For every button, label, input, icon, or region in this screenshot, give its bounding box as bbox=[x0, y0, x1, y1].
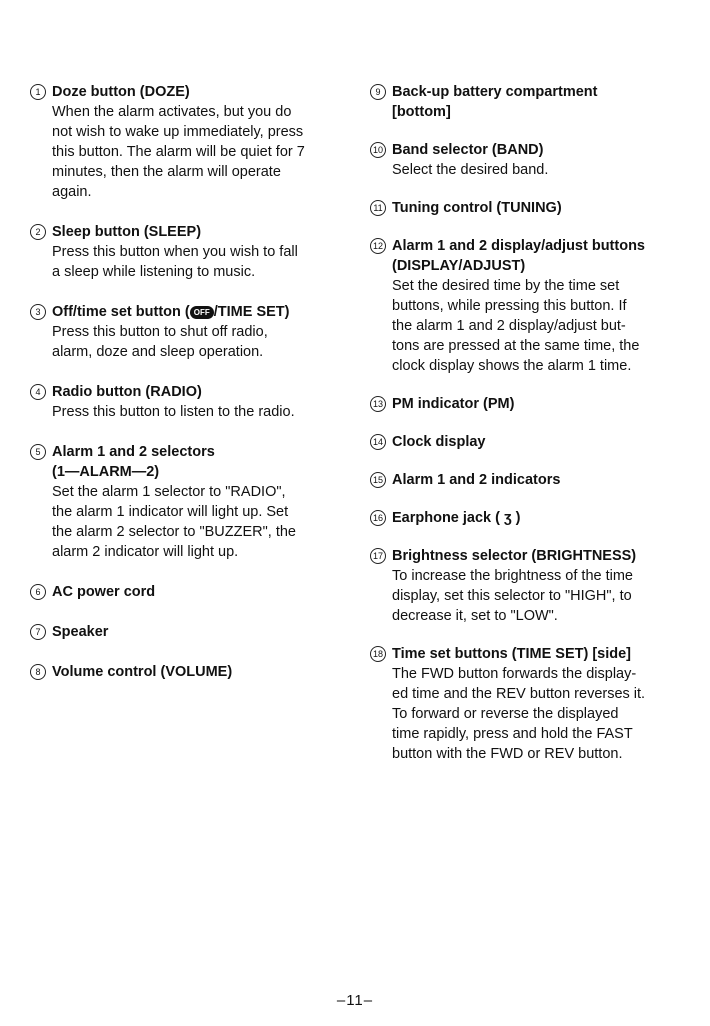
item-title: Alarm 1 and 2 selectors bbox=[52, 444, 215, 460]
item-number: 11 bbox=[370, 200, 386, 216]
item-sleep-button bbox=[30, 222, 340, 282]
item-clock-display bbox=[370, 432, 686, 452]
right-column bbox=[370, 82, 686, 782]
item-desc-line: display, set this selector to "HIGH", to bbox=[392, 588, 632, 604]
item-alarm-indicators bbox=[370, 470, 686, 490]
item-desc-line: To increase the brightness of the time bbox=[392, 568, 633, 584]
item-speaker bbox=[30, 622, 340, 642]
item-title: Time set buttons (TIME SET) [side] bbox=[392, 646, 631, 662]
item-desc-line: button with the FWD or REV button. bbox=[392, 746, 623, 762]
item-desc-line: alarm 2 indicator will light up. bbox=[52, 544, 239, 560]
item-title: AC power cord bbox=[52, 584, 156, 600]
left-column bbox=[30, 82, 340, 702]
item-title-line2: (1—ALARM—2) bbox=[52, 464, 160, 480]
item-title: Alarm 1 and 2 display/adjust buttons bbox=[392, 238, 645, 254]
item-band-selector bbox=[370, 140, 686, 180]
page-number: –11– bbox=[336, 992, 374, 1009]
item-desc-line: Set the alarm 1 selector to "RADIO", bbox=[52, 484, 286, 500]
title-part: /TIME SET) bbox=[213, 304, 290, 320]
item-off-time-set-button bbox=[30, 302, 340, 362]
item-title: Speaker bbox=[52, 624, 109, 640]
off-icon: OFF bbox=[190, 306, 214, 319]
item-number: 1 bbox=[30, 84, 46, 100]
item-desc-line: Press this button to shut off radio, bbox=[52, 324, 268, 340]
item-number: 7 bbox=[30, 624, 46, 640]
item-doze-button bbox=[30, 82, 340, 202]
item-title: Doze button (DOZE) bbox=[52, 84, 190, 100]
item-time-set-buttons bbox=[370, 644, 686, 764]
item-title-line2: (DISPLAY/ADJUST) bbox=[392, 258, 526, 274]
item-number: 9 bbox=[370, 84, 386, 100]
item-number: 2 bbox=[30, 224, 46, 240]
item-desc-line: a sleep while listening to music. bbox=[52, 264, 256, 280]
item-desc-line: time rapidly, press and hold the FAST bbox=[392, 726, 633, 742]
item-backup-battery bbox=[370, 82, 686, 122]
item-desc-line: again. bbox=[52, 184, 92, 200]
item-desc-line: the alarm 1 indicator will light up. Set bbox=[52, 504, 289, 520]
item-number: 3 bbox=[30, 304, 46, 320]
item-number: 8 bbox=[30, 664, 46, 680]
item-title: Brightness selector (BRIGHTNESS) bbox=[392, 548, 637, 564]
item-desc-line: not wish to wake up immediately, press bbox=[52, 124, 304, 140]
item-tuning-control bbox=[370, 198, 686, 218]
item-desc-line: the alarm 2 selector to "BUZZER", the bbox=[52, 524, 296, 540]
item-desc-line: Press this button to listen to the radio. bbox=[52, 404, 295, 420]
title-part: Off/time set button ( bbox=[52, 304, 190, 320]
item-title bbox=[52, 302, 340, 322]
item-number: 5 bbox=[30, 444, 46, 460]
item-title: Tuning control (TUNING) bbox=[392, 200, 562, 216]
item-desc-line: When the alarm activates, but you do bbox=[52, 104, 292, 120]
item-radio-button bbox=[30, 382, 340, 422]
item-desc-line: Set the desired time by the time set bbox=[392, 278, 620, 294]
item-title: Band selector (BAND) bbox=[392, 142, 544, 158]
item-number: 14 bbox=[370, 434, 386, 450]
item-desc-line: clock display shows the alarm 1 time. bbox=[392, 358, 632, 374]
item-desc-line: To forward or reverse the displayed bbox=[392, 706, 619, 722]
item-earphone-jack bbox=[370, 508, 686, 528]
item-title: PM indicator (PM) bbox=[392, 396, 515, 412]
item-desc-line: Press this button when you wish to fall bbox=[52, 244, 298, 260]
item-title-line2: [bottom] bbox=[392, 104, 451, 120]
item-desc-line: buttons, while pressing this button. If bbox=[392, 298, 627, 314]
item-number: 17 bbox=[370, 548, 386, 564]
item-title: Back-up battery compartment bbox=[392, 84, 598, 100]
item-desc-line: ed time and the REV button reverses it. bbox=[392, 686, 646, 702]
item-desc-line: decrease it, set to "LOW". bbox=[392, 608, 558, 624]
item-title: Radio button (RADIO) bbox=[52, 384, 202, 400]
item-desc-line: alarm, doze and sleep operation. bbox=[52, 344, 264, 360]
item-desc-line: Select the desired band. bbox=[392, 162, 549, 178]
item-volume-control bbox=[30, 662, 340, 682]
item-number: 4 bbox=[30, 384, 46, 400]
item-desc-line: minutes, then the alarm will operate bbox=[52, 164, 281, 180]
item-ac-power-cord bbox=[30, 582, 340, 602]
item-brightness-selector bbox=[370, 546, 686, 626]
item-number: 16 bbox=[370, 510, 386, 526]
item-title: Clock display bbox=[392, 434, 486, 450]
item-title: Volume control (VOLUME) bbox=[52, 664, 233, 680]
item-desc-line: The FWD button forwards the display- bbox=[392, 666, 637, 682]
item-desc-line: this button. The alarm will be quiet for 7 bbox=[52, 144, 305, 160]
item-alarm-selectors bbox=[30, 442, 340, 562]
item-display-adjust-buttons bbox=[370, 236, 686, 376]
item-number: 6 bbox=[30, 584, 46, 600]
item-title: Alarm 1 and 2 indicators bbox=[392, 472, 561, 488]
item-number: 13 bbox=[370, 396, 386, 412]
item-number: 15 bbox=[370, 472, 386, 488]
item-number: 18 bbox=[370, 646, 386, 662]
item-desc-line: tons are pressed at the same time, the bbox=[392, 338, 640, 354]
item-number: 12 bbox=[370, 238, 386, 254]
item-pm-indicator bbox=[370, 394, 686, 414]
item-desc-line: the alarm 1 and 2 display/adjust but- bbox=[392, 318, 626, 334]
item-title: Sleep button (SLEEP) bbox=[52, 224, 202, 240]
item-number: 10 bbox=[370, 142, 386, 158]
item-title: Earphone jack ( ʒ ) bbox=[392, 510, 521, 526]
